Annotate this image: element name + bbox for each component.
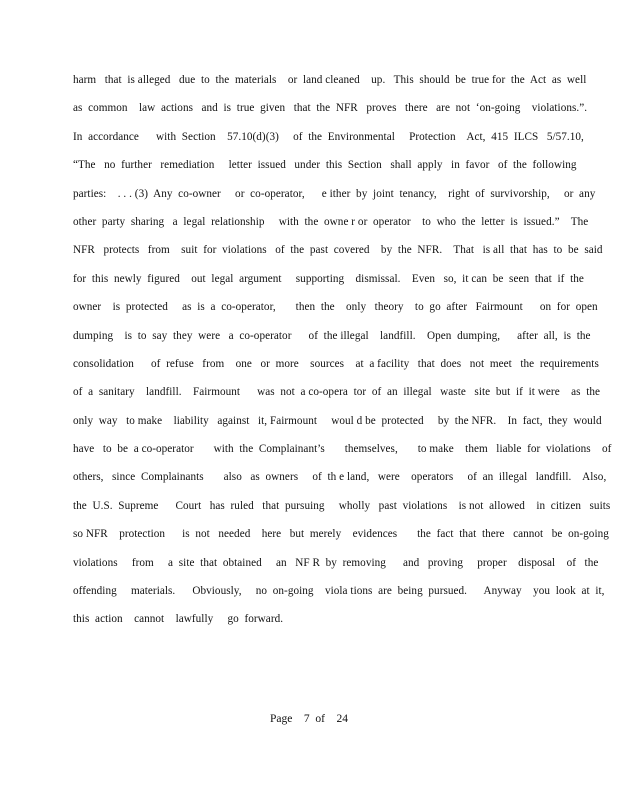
text-line: In accordance with Section 57.10(d)(3) of the Environmental Protection Act, 415 ILCS 5/57.10, (73, 130, 584, 143)
text-line: so NFR protection is not needed here but merely evidences the fact that there cannot be on-going (73, 528, 609, 541)
text-line: other party sharing a legal relationship with the owne r or operator to who the letter is issued.” The (73, 215, 589, 228)
text-line: offending materials. Obviously, no on-going viola tions are being pursued. Anyway you look at it, (73, 585, 605, 598)
text-line: the U.S. Supreme Court has ruled that pursuing wholly past violations is not allowed in citizen suits (73, 499, 611, 512)
text-line: dumping is to say they were a co-operator of the illegal landfill. Open dumping, after all, is the (73, 329, 591, 342)
page-number-footer: Page 7 of 24 (270, 713, 348, 725)
text-line: “The no further remediation letter issued under this Section shall apply in favor of the following (73, 159, 577, 172)
text-line: violations from a site that obtained an NF R by removing and proving proper disposal of the (73, 556, 599, 569)
text-line: have to be a co-operator with the Complainant’s themselves, to make them liable for violations of (73, 443, 612, 456)
text-line: of a sanitary landfill. Fairmount was not a co-opera tor of an illegal waste site but if it were as the (73, 386, 601, 399)
text-line: others, since Complainants also as owners of th e land, were operators of an illegal landfill. Also, (73, 471, 607, 484)
text-line: harm that is alleged due to the materials or land cleaned up. This should be true for the Act as well (73, 74, 587, 86)
text-line: parties: . . . (3) Any co-owner or co-operator, e ither by joint tenancy, right of survivorship, or any (73, 187, 596, 200)
body-paragraph (73, 70, 612, 638)
text-line: for this newly figured out legal argument supporting dismissal. Even so, it can be seen that if the (73, 272, 584, 285)
text-line: consolidation of refuse from one or more sources at a facility that does not meet the requirements (73, 357, 599, 370)
text-line: only way to make liability against it, Fairmount woul d be protected by the NFR. In fact, they would (73, 414, 602, 427)
text-line: this action cannot lawfully go forward. (73, 613, 284, 626)
text-line: owner is protected as is a co-operator, then the only theory to go after Fairmount on for open (73, 301, 598, 314)
text-line: NFR protects from suit for violations of the past covered by the NFR. That is all that has to be said (73, 244, 603, 257)
text-line: as common law actions and is true given that the NFR proves there are not ‘on-going violations.”. (73, 102, 588, 115)
